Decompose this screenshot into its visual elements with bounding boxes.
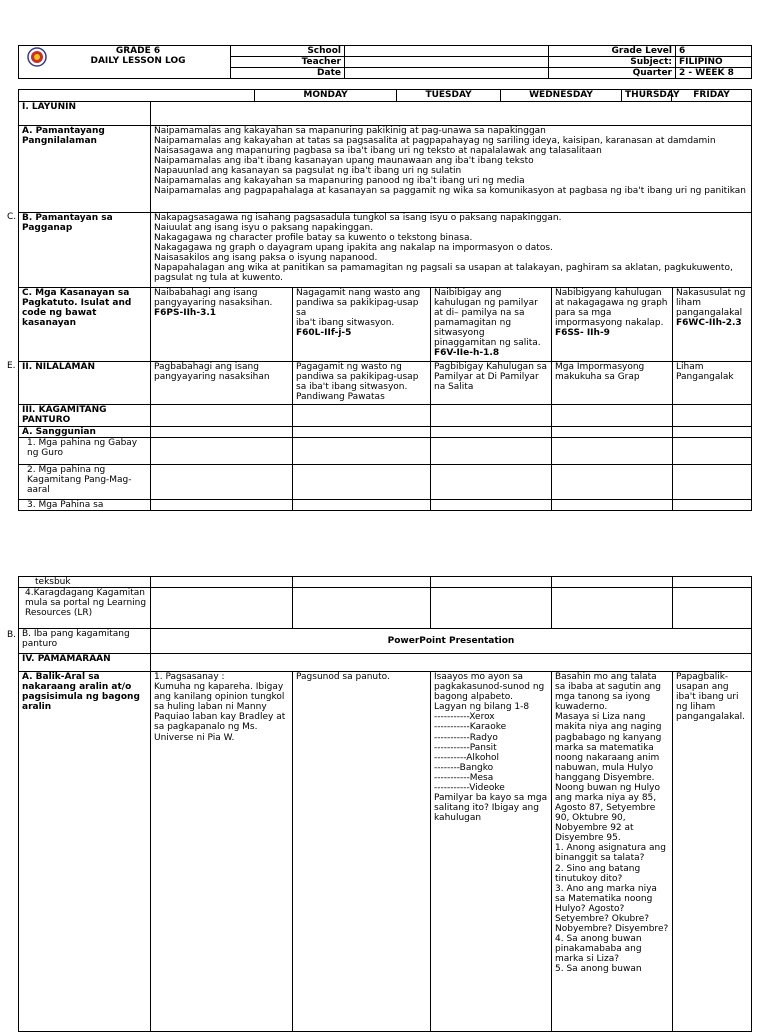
quarter-label: Quarter [549, 68, 676, 79]
layunin-content [151, 102, 752, 126]
kasanayan-code: F6SS- IIh-9 [555, 328, 610, 339]
grade-level-label: Grade Level [549, 46, 676, 57]
day-header-monday: MONDAY [255, 90, 397, 102]
balik-aral-label: A. Balik-Aral sa nakaraang aralin at/o pagsisimula ng bagong aralin [19, 672, 151, 1032]
quarter-value: 2 - WEEK 8 [676, 68, 752, 79]
header-title-line1: GRADE 6 [115, 46, 161, 56]
day-header-friday: FRIDAY [672, 90, 752, 102]
header-title-cell [19, 46, 231, 79]
pamantayang-pangnilalaman-label: A. Pamantayang Pangnilalaman [19, 126, 151, 213]
nilalaman-label: II. NILALAMAN [19, 362, 151, 405]
balik-aral-wednesday: Isaayos mo ayon sa pagkakasunod-sunod ng bagong alpabeto. Lagyan ng bilang 1-8 -----------Xerox -----------Karaoke -----------Radyo -----------Pansit ----------Alkohol --------Bangko -----------Mesa -----------Videoke Pamilyar ba kayo sa mga salitang ito? Ibigay ang kahulugan [431, 672, 552, 1032]
balik-aral-friday: Papagbalik-usapan ang iba't ibang uri ng liham pangangalakal. [673, 672, 752, 1032]
lesson-log-table-page2 [18, 576, 752, 1032]
day-header-thursday: THURSDAY [622, 90, 672, 102]
karagdagang-label: 4.Karagdagang Kagamitan mula sa portal ng Learning Resources (LR) [19, 588, 151, 629]
kasanayan-text: Naibibigay ang kahulugan ng pamilyar at di– pamilya na sa pamamagitan ng sitwasyong pinaggamitan ng salita. [434, 288, 541, 349]
kasanayan-thursday [552, 288, 673, 362]
pamantayan-pagganap-text: Nakapagsasagawa ng isahang pagsasadula tungkol sa isang isyu o paksang napakinggan. Naiuulat ang isang isyu o paksang napakinggan. Nakagagawa ng character profile batay sa kuwento o tekstong binasa. Nakagagawa ng graph o dayagram upang ipakita ang nakalap na impormasyon o datos. Naisasakilos ang isang paksa o isyung napanood. Napapahalagan ang wika at panitikan sa pamamagitan ng pagsali sa usapan at talakayan, paghiram sa aklatan, pagkukuwento, pagsulat ng tula at kuwento. [151, 213, 752, 288]
kasanayan-code: F60L-IIf-j-5 [296, 328, 352, 339]
kasanayan-text: Nakasusulat ng liham pangangalakal [676, 288, 746, 319]
header-table [18, 45, 752, 79]
gabay-label: 1. Mga pahina ng Gabay ng Guro [19, 438, 151, 465]
kasanayan-text: Naibabahagi ang isang pangyayaring nasaksihan. [154, 288, 273, 309]
margin-mark-c: C. [7, 212, 17, 222]
kasanayan-text: Nabibigyang kahulugan at nakagagawa ng graph para sa mga impormasyong nakalap. [555, 288, 668, 329]
pamamaraan-label: IV. PAMAMARAAN [19, 654, 151, 672]
school-value[interactable] [345, 46, 549, 57]
nilalaman-monday: Pagbabahagi ang isang pangyayaring nasaksihan [151, 362, 293, 405]
iba-pang-kagamitan-label: B. Iba pang kagamitang panturo [19, 629, 151, 654]
teksbuk-label: teksbuk [19, 577, 151, 588]
header-title-line2: DAILY LESSON LOG [90, 56, 186, 66]
margin-mark-b: B. [7, 630, 17, 640]
margin-mark-e: E. [7, 361, 16, 371]
pamantayan-pagganap-label: B. Pamantayan sa Pagganap [19, 213, 151, 288]
grade-level-value: 6 [676, 46, 752, 57]
kasanayan-code: F6V-IIe-h-1.8 [434, 348, 500, 359]
school-label: School [231, 46, 345, 57]
kasanayan-wednesday [431, 288, 552, 362]
mga-kasanayan-label: C. Mga Kasanayan sa Pagkatuto. Isulat and code ng bawat kasanayan [19, 288, 151, 362]
pahina-teksbuk-label: 3. Mga Pahina sa [19, 500, 151, 511]
kagamitang-panturo-label: III. KAGAMITANG PANTURO [19, 405, 151, 427]
layunin-label: I. LAYUNIN [19, 102, 151, 126]
nilalaman-thursday: Mga Impormasyong makukuha sa Grap [552, 362, 673, 405]
date-label: Date [231, 68, 345, 79]
lesson-log-body-page1 [18, 101, 752, 511]
date-value[interactable] [345, 68, 549, 79]
day-header-tuesday: TUESDAY [397, 90, 501, 102]
pamantayang-pangnilalaman-text: Naipamamalas ang kakayahan sa mapanuring pakikinig at pag-unawa sa napakinggan Naipamamalas ang kakayahan at tatas sa pagsasalita at pagpapahayag ng sariling ideya, kaisipan, karanasan at damdamin Naisasagawa ang mapanuring pagbasa sa iba't ibang uri ng teksto at napalalawak ang talasalitaan Naipamamalas ang iba't ibang kasanayan upang maunawaan ang iba't ibang teksto Napauunlad ang kasanayan sa pagsulat ng iba't ibang uri ng sulatin Naipamamalas ang kakayahan sa mapanuring panood ng iba't ibang uri ng media Naipamamalas ang pagpapahalaga at kasanayan sa paggamit ng wika sa komunikasyon at pagbasa ng iba't ibang uri ng panitikan [151, 126, 752, 213]
teacher-value[interactable] [345, 57, 549, 68]
subject-label: Subject: [549, 57, 676, 68]
day-header-blank [19, 90, 255, 102]
sanggunian-label: A. Sanggunian [19, 427, 151, 438]
balik-aral-thursday: Basahin mo ang talata sa ibaba at sagutin ang mga tanong sa iyong kuwaderno. Masaya si Liza nang makita niya ang naging pagbabago ng kanyang marka sa matematika noong nakaraang anim nabuwan, mula Hulyo hanggang Disyembre. Noong buwan ng Hulyo ang marka niya ay 85, Agosto 87, Setyembre 90, Oktubre 90, Nobyembre 92 at Disyembre 95. 1. Anong asignatura ang binanggit sa talata? 2. Sino ang batang tinutukoy dito? 3. Ano ang marka niya sa Matematika noong Hulyo? Agosto? Setyembre? Okubre? Nobyembre? Disyembre? 4. Sa anong buwan pinakamababa ang marka si Liza? 5. Sa anong buwan [552, 672, 673, 1032]
kasanayan-friday [673, 288, 752, 362]
kasanayan-monday [151, 288, 293, 362]
nilalaman-tuesday: Pagagamit ng wasto ng pandiwa sa pakikipag-usap sa iba't ibang sitwasyon. Pandiwang Pawatas [293, 362, 431, 405]
kasanayan-text: Nagagamit nang wasto ang pandiwa sa pakikipag-usap sa iba't ibang sitwasyon. [296, 288, 421, 329]
kasanayan-code: F6PS-IIh-3.1 [154, 308, 217, 319]
teacher-label: Teacher [231, 57, 345, 68]
day-header-wednesday: WEDNESDAY [501, 90, 622, 102]
nilalaman-wednesday: Pagbibigay Kahulugan sa Pamilyar at Di Pamilyar na Salita [431, 362, 552, 405]
powerpoint-cell: PowerPoint Presentation [151, 629, 752, 654]
subject-value: FILIPINO [676, 57, 752, 68]
balik-aral-monday: 1. Pagsasanay : Kumuha ng kapareha. Ibigay ang kanilang opinion tungkol sa huling laban ni Manny Paquiao laban kay Bradley at sa pagkapanalo ng Ms. Universe ni Pia W. [151, 672, 293, 1032]
nilalaman-friday: Liham Pangangalak [673, 362, 752, 405]
kasanayan-code: F6WC-IIh-2.3 [676, 318, 742, 329]
balik-aral-tuesday: Pagsunod sa panuto. [293, 672, 431, 1032]
kasanayan-tuesday [293, 288, 431, 362]
kagamitang-pang-magaaral-label: 2. Mga pahina ng Kagamitang Pang-Mag-aaral [19, 465, 151, 500]
